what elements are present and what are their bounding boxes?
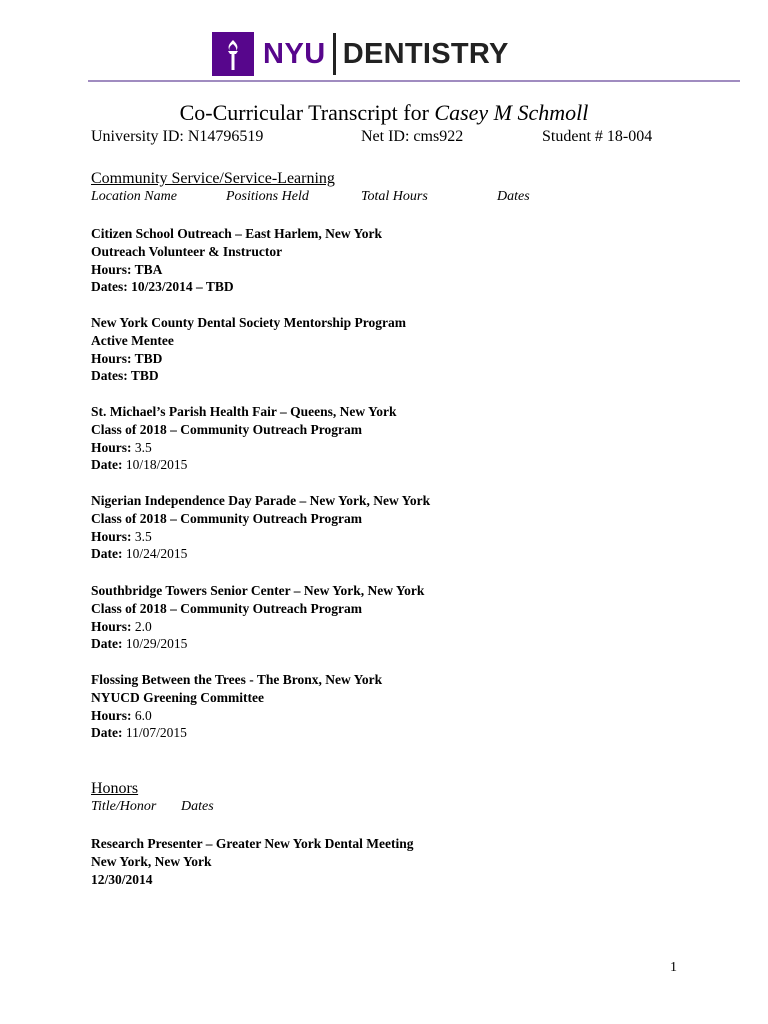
entry-location: New York County Dental Society Mentorship Program — [91, 315, 406, 330]
entry-hours: Hours: — [91, 618, 132, 634]
page-title: Co-Curricular Transcript for Casey M Schmoll — [179, 100, 589, 125]
honor-entry — [91, 835, 414, 888]
honor-date: 12/30/2014 — [91, 871, 153, 887]
column-header: Total Hours — [361, 189, 428, 204]
entry-dates: Date: — [91, 725, 123, 741]
entry-dates: Date: — [91, 636, 123, 652]
entry-location: St. Michael’s Parish Health Fair – Queens, New York — [91, 404, 397, 419]
entry-position: NYUCD Greening Committee — [91, 689, 264, 705]
entry-location: Flossing Between the Trees - The Bronx, New York — [91, 672, 383, 687]
service-entry — [91, 225, 382, 296]
column-header: Positions Held — [226, 189, 309, 204]
column-header: Dates — [181, 799, 214, 814]
page-number: 1 — [670, 960, 677, 975]
entry-dates: Dates: TBD — [91, 368, 159, 384]
entry-hours: Hours: TBA — [91, 261, 163, 277]
entry-location: Nigerian Independence Day Parade – New York, New York — [91, 493, 431, 508]
entry-dates: Date: — [91, 457, 123, 473]
column-header: Location Name — [91, 189, 177, 204]
nyu-dentistry-logo — [212, 32, 509, 76]
service-entry: Flossing Between the Trees - The Bronx, New York NYUCD Greening Committee Hours: 6.0 Date: 11/07/2015 — [91, 672, 383, 741]
logo-nyu-text: NYU — [263, 38, 326, 70]
header-rule — [88, 80, 740, 82]
community-service-heading: Community Service/Service-Learning — [91, 170, 335, 187]
logo-dentistry-text: DENTISTRY — [342, 38, 509, 70]
entry-position: Active Mentee — [91, 332, 174, 348]
column-header: Title/Honor — [91, 799, 157, 814]
honor-location: New York, New York — [91, 853, 212, 869]
entry-location: Citizen School Outreach – East Harlem, New York — [91, 226, 382, 241]
service-entry — [91, 314, 406, 385]
entry-hours: Hours: — [91, 439, 132, 455]
entry-hours: Hours: — [91, 707, 132, 723]
entry-dates: Date: — [91, 546, 123, 562]
entry-hours: Hours: TBD — [91, 350, 163, 366]
honor-title: Research Presenter – Greater New York Dental Meeting — [91, 836, 414, 851]
entry-position: Outreach Volunteer & Instructor — [91, 243, 283, 259]
net-id: Net ID: cms922 — [361, 128, 464, 145]
student-number: Student # 18-004 — [542, 128, 653, 145]
column-header: Dates — [497, 189, 530, 204]
university-id: University ID: N14796519 — [91, 128, 264, 145]
entry-dates: Dates: 10/23/2014 – TBD — [91, 279, 234, 295]
service-entry: Nigerian Independence Day Parade – New York, New York Class of 2018 – Community Outreach Program Hours: 3.5 Date: 10/24/2015 — [91, 493, 431, 562]
service-entry: Southbridge Towers Senior Center – New York, New York Class of 2018 – Community Outreach Program Hours: 2.0 Date: 10/29/2015 — [91, 583, 425, 652]
entry-location: Southbridge Towers Senior Center – New York, New York — [91, 583, 425, 598]
service-entry: St. Michael’s Parish Health Fair – Queens, New York Class of 2018 – Community Outreach Program Hours: 3.5 Date: 10/18/2015 — [91, 404, 397, 473]
entry-position: Class of 2018 – Community Outreach Program — [91, 600, 362, 616]
entry-position: Class of 2018 – Community Outreach Program — [91, 510, 362, 526]
nyu-torch-icon — [212, 32, 254, 76]
entry-position: Class of 2018 – Community Outreach Program — [91, 421, 362, 437]
student-name: Casey M Schmoll — [434, 100, 589, 125]
logo-divider — [333, 33, 336, 75]
honors-heading: Honors — [91, 780, 139, 797]
entry-hours: Hours: — [91, 528, 132, 544]
